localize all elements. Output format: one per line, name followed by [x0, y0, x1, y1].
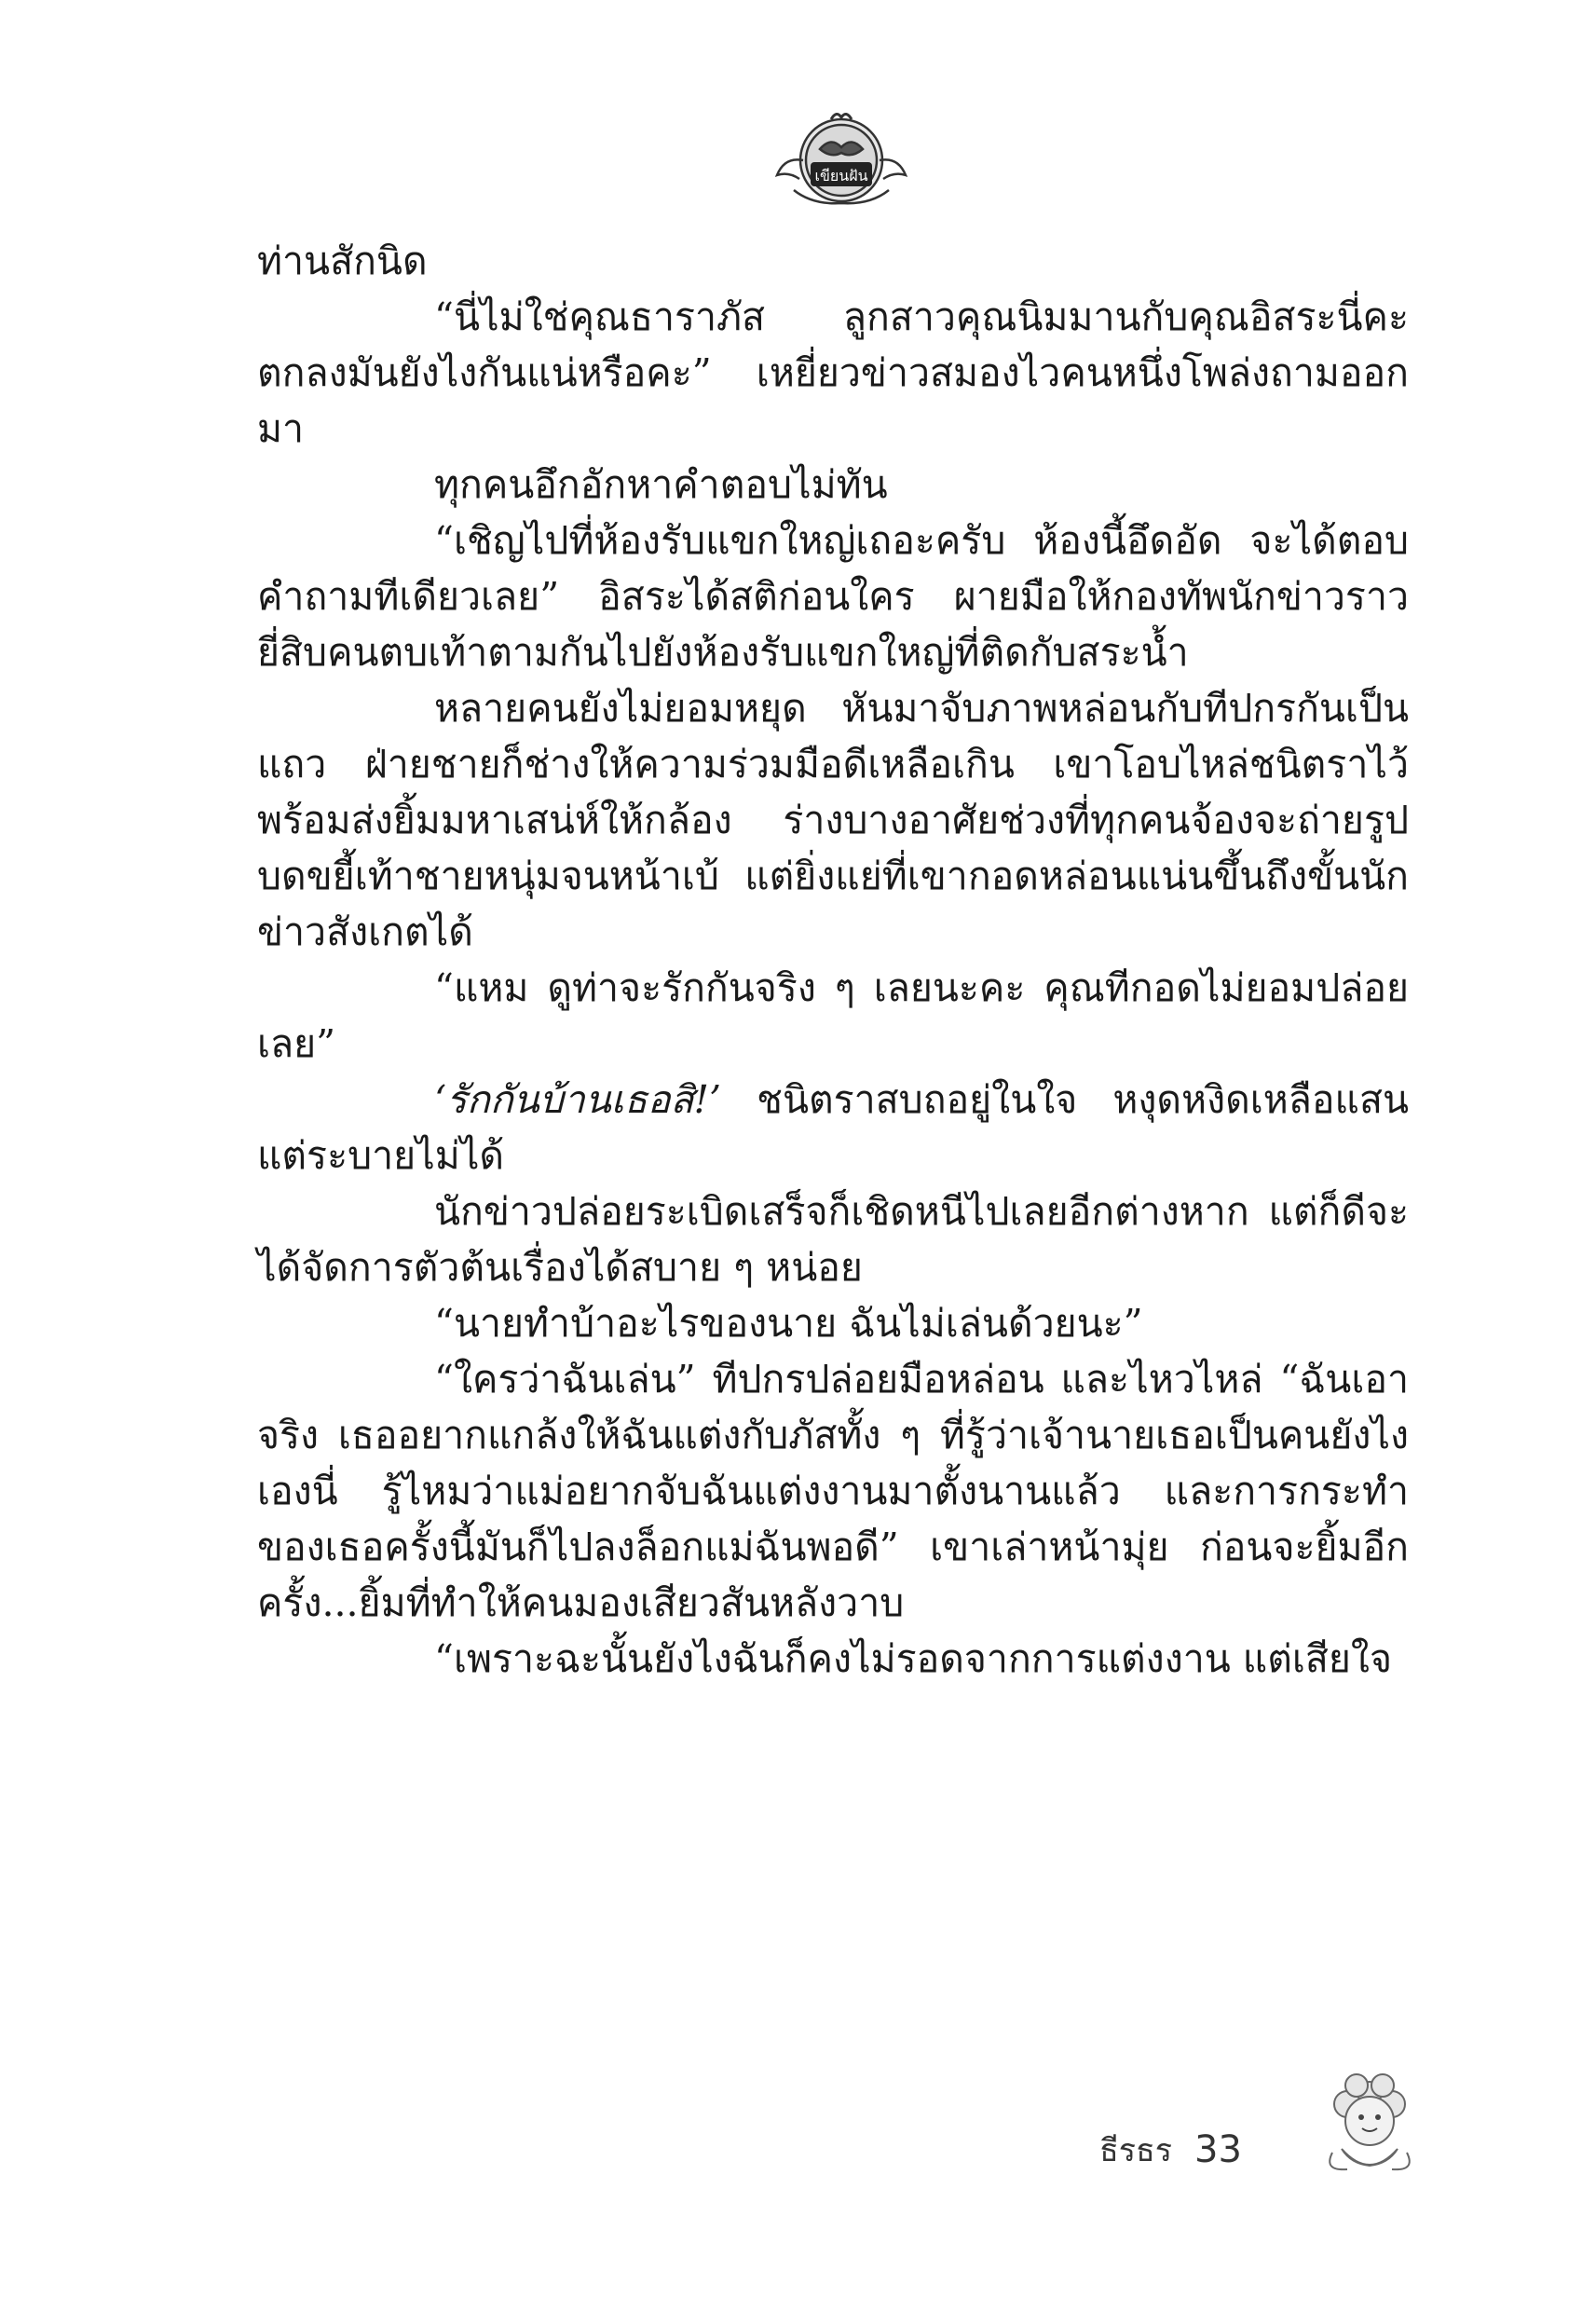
author-name: ธีรธร	[1099, 2132, 1173, 2169]
paragraph: “เพราะฉะนั้นยังไงฉันก็คงไม่รอดจากการแต่งงาน แต่เสียใจ	[434, 1636, 1392, 1681]
page-number: 33	[1194, 2128, 1242, 2171]
italic-thought: ‘รักกันบ้านเธอสิ!’	[434, 1077, 722, 1122]
paragraph-text: ชนิตราสบถอยู่ในใจ หงุดหงิดเหลือแสนแต่ระบายไม่ได้	[257, 1077, 1409, 1178]
paragraph: “เชิญไปที่ห้องรับแขกใหญ่เถอะครับ ห้องนี้อึดอัด จะได้ตอบคำถามทีเดียวเลย” อิสระได้สติก่อนใคร ผายมือให้กองทัพนักข่าวราวยี่สิบคนตบเท้าตามกันไปยังห้องรับแขกใหญ่ที่ติดกับสระน้ำ	[257, 518, 1409, 675]
paragraph: นักข่าวปล่อยระเบิดเสร็จก็เชิดหนีไปเลยอีกต่างหาก แต่ก็ดีจะได้จัดการตัวต้นเรื่องได้สบาย ๆ หน่อย	[257, 1189, 1409, 1290]
paragraph: “นายทำบ้าอะไรของนาย ฉันไม่เล่นด้วยนะ”	[434, 1301, 1143, 1346]
mascot-icon	[1304, 2059, 1435, 2190]
paragraph: ทุกคนอึกอักหาคำตอบไม่ทัน	[434, 462, 888, 507]
paragraph	[257, 1072, 1409, 1183]
paragraph: ท่านสักนิด	[257, 239, 428, 283]
paragraph: “ใครว่าฉันเล่น” ทีปกรปล่อยมือหล่อน และไหวไหล่ “ฉันเอาจริง เธออยากแกล้งให้ฉันแต่งกับภัสทั้ง ๆ ที่รู้ว่าเจ้านายเธอเป็นคนยังไงเองนี่ รู้ไหมว่าแม่อยากจับฉันแต่งงานมาตั้งนานแล้ว และการกระทำของเธอครั้งนี้มันก็ไปลงล็อกแม่ฉันพอดี” เขาเล่าหน้ามุ่ย ก่อนจะยิ้มอีกครั้ง...ยิ้มที่ทำให้คนมองเสียวสันหลังวาบ	[257, 1357, 1409, 1625]
publisher-logo	[766, 101, 917, 212]
paragraph: “แหม ดูท่าจะรักกันจริง ๆ เลยนะคะ คุณทีกอดไม่ยอมปล่อยเลย”	[257, 965, 1409, 1066]
page-footer	[1099, 2117, 1242, 2182]
logo-text: เขียนฝัน	[814, 167, 868, 185]
paragraph: หลายคนยังไม่ยอมหยุด หันมาจับภาพหล่อนกับทีปกรกันเป็นแถว ฝ่ายชายก็ช่างให้ความร่วมมือดีเหลือเกิน เขาโอบไหล่ชนิตราไว้พร้อมส่งยิ้มมหาเสน่ห์ให้กล้อง ร่างบางอาศัยช่วงที่ทุกคนจ้องจะถ่ายรูปบดขยี้เท้าชายหนุ่มจนหน้าเบ้ แต่ยิ่งแย่ที่เขากอดหล่อนแน่นขึ้นถึงขั้นนักข่าวสังเกตได้	[257, 686, 1409, 954]
page-body	[257, 233, 1409, 2097]
paragraph: “นี่ไม่ใช่คุณธาราภัส ลูกสาวคุณนิมมานกับคุณอิสระนี่คะ ตกลงมันยังไงกันแน่หรือคะ” เหยี่ยวข่าวสมองไวคนหนึ่งโพล่งถามออกมา	[257, 294, 1409, 451]
